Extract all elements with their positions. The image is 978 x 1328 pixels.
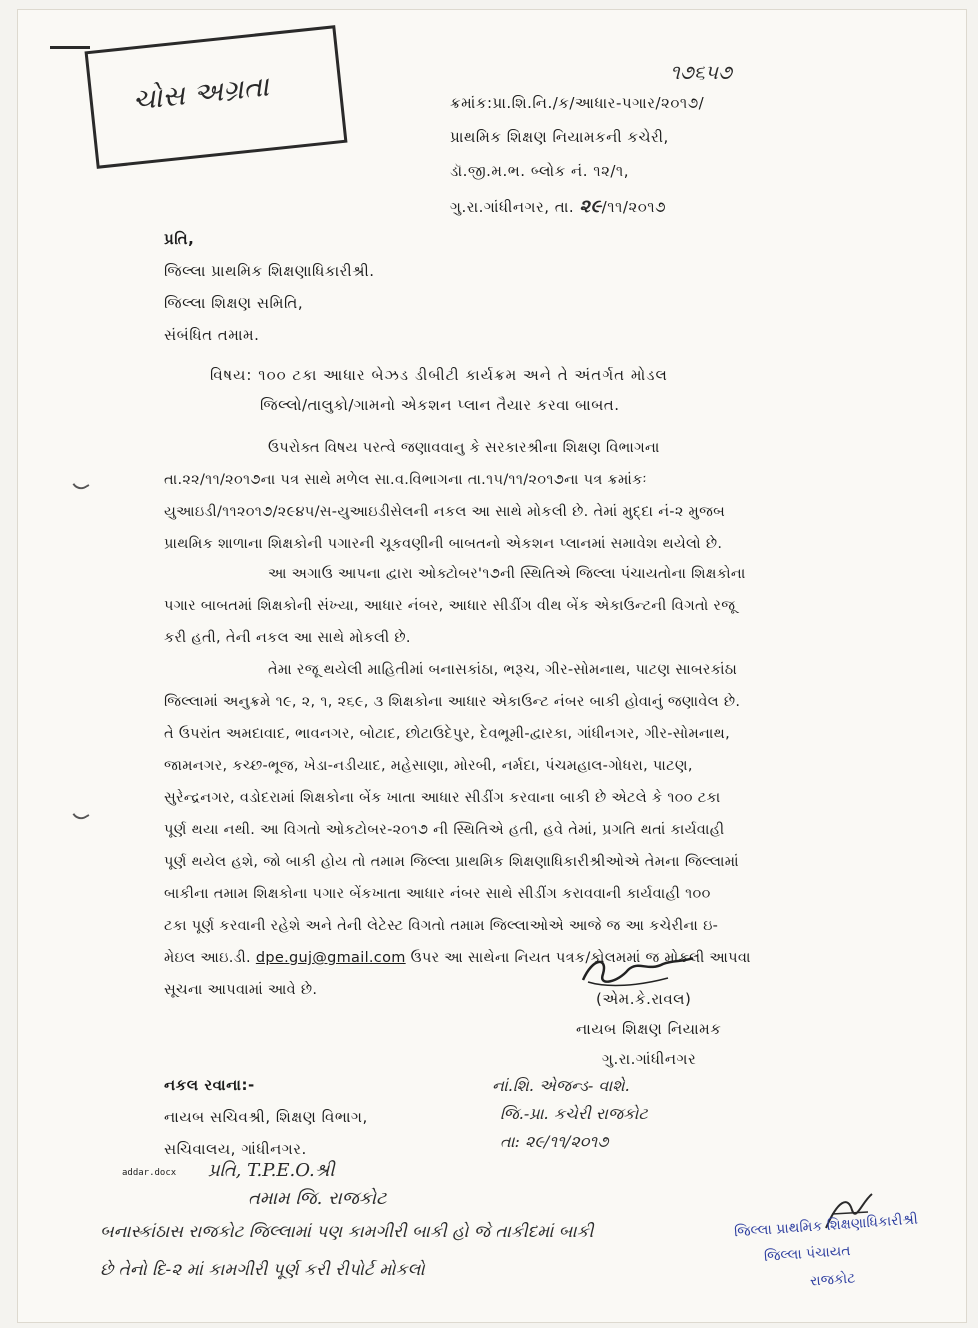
hand-note-1-line-2: તમામ જિ. રાજકોટ (248, 1188, 387, 1209)
inward-note-line-3: તા: ૨૯/૧૧/૨૦૧૭ (500, 1132, 609, 1151)
handwritten-dash (50, 46, 90, 49)
city-date (450, 196, 666, 217)
blue-stamp-line-3: રાજકોટ (809, 1270, 856, 1290)
para1-line-4: પ્રાથમિક શાળાના શિક્ષકોની પગારની ચૂકવણીની બાબતનો એકશન પ્લાનમાં સમાવેશ થયેલો છે. (164, 536, 723, 552)
inward-note-line-1: નાં.શિ. એજન્ડ- વાશે. (492, 1076, 630, 1095)
reference-number: ક્રમાંક:પ્રા.શિ.નિ./ક/આધાર-પગાર/૨૦૧૭/ (450, 94, 705, 112)
para1-line-1: ઉપરોક્ત વિષય પરત્વે જણાવવાનુ કે સરકારશ્રીના શિક્ષણ વિભાગના (268, 440, 660, 456)
inward-note-line-2: જિ.-પ્રા. કચેરી રાજકોટ (500, 1104, 648, 1123)
email-prefix: મેઇલ આઇ.ડી. (164, 950, 251, 966)
blue-stamp-line-2: જિલ્લા પંચાયત (763, 1242, 852, 1266)
para1-line-2: તા.૨૨/૧૧/૨૦૧૭ના પત્ર સાથે મળેલ સા.વ.વિભાગના તા.૧૫/૧૧/૨૦૧૭ના પત્ર ક્રમાંકઃ (164, 472, 647, 488)
city-date-prefix: ગુ.રા.ગાંધીનગર, તા. (450, 198, 575, 216)
copy-line-2: સચિવાલય, ગાંધીનગર. (164, 1140, 307, 1158)
para3-line-2: જિલ્લામાં અનુક્રમે ૧૯, ૨, ૧, ૨૬૯, ૩ શિક્ષકોના આધાર એકાઉન્ટ નંબર બાકી હોવાનું જણાવેલ છે. (164, 694, 741, 710)
para2-line-2: પગાર બાબતમાં શિક્ષકોની સંખ્યા, આધાર નંબર, આધાર સીડીંગ વીથ બેંક એકાઉન્ટની વિગતો રજૂ (164, 598, 736, 614)
priority-stamp-text: ચોસ અગ્રતા (131, 69, 271, 117)
email-suffix: ઉપર આ સાથેના નિયત પત્રક/કોલમમાં જ મોકલી આપવા (410, 950, 751, 966)
office-name: પ્રાથમિક શિક્ષણ નિયામકની કચેરી, (450, 128, 669, 146)
hand-note-1-line-1: પ્રતિ, T.P.E.O.શ્રી (208, 1160, 335, 1181)
to-line-1: જિલ્લા પ્રાથમિક શિક્ષણાધિકારીશ્રી. (164, 262, 375, 280)
signatory-designation: નાયબ શિક્ષણ નિયામક (576, 1020, 722, 1038)
para3-line-3: તે ઉપરાંત અમદાવાદ, ભાવનગર, બોટાદ, છોટાઉદેપુર, દેવભૂમી-દ્વારકા, ગાંધીનગર, ગીર-સોમનાથ, (164, 726, 730, 742)
para2-line-3: કરી હતી, તેની નકલ આ સાથે મોકલી છે. (164, 630, 411, 646)
margin-tick-mark (72, 807, 89, 823)
hand-note-2-line-1: બનાસ્કાંઠાસ રાજકોટ જિલ્લામાં પણ કામગીરી બાકી હો જે તાકીદમાં બાકી (100, 1222, 594, 1242)
hand-note-2-line-2: છે તેનો દિ-૨ માં કામગીરી પૂર્ણ કરી રીપોર્ટ મોકલો (100, 1260, 425, 1280)
signatory-place: ગુ.રા.ગાંધીનગર (602, 1050, 697, 1068)
para3-line-5: સુરેન્દ્રનગર, વડોદરામાં શિક્ષકોના બેંક ખાતા આધાર સીડીંગ કરવાના બાકી છે એટલે કે ૧૦૦ ટકા (164, 790, 721, 806)
copy-line-1: નાયબ સચિવશ્રી, શિક્ષણ વિભાગ, (164, 1108, 368, 1126)
handwritten-ref-number: ૧૭૬૫૭ (670, 60, 732, 84)
office-address: ડૉ.જી.મ.ભ. બ્લોક નં. ૧૨/૧, (450, 162, 630, 180)
para3-line-9: ટકા પૂર્ણ કરવાની રહેશે અને તેની લેટેસ્ટ વિગતો તમામ જિલ્લાઓએ આજે જ આ કચેરીના ઇ- (164, 918, 719, 934)
para3-line-7: પૂર્ણ થયેલ હશે, જો બાકી હોય તો તમામ જિલ્લા પ્રાથમિક શિક્ષણાધિકારીશ્રીઓએ તેમના જિલ્લામાં (164, 854, 739, 870)
para3-line-1: તેમા રજૂ થયેલી માહિતીમાં બનાસકાંઠા, ભરૂચ, ગીર-સોમનાથ, પાટણ સાબરકાંઠા (268, 662, 738, 678)
para3-last-line: સૂચના આપવામાં આવે છે. (164, 982, 318, 998)
para3-line-4: જામનગર, કચ્છ-ભૂજ, ખેડા-નડીયાદ, મહેસાણા, મોરબી, નર્મદા, પંચમહાલ-ગોધરા, પાટણ, (164, 758, 693, 774)
docx-filename: addar.docx (122, 1168, 177, 1178)
signatory-name: (એમ.કે.રાવલ) (596, 990, 692, 1008)
to-line-3: સંબંધિત તમામ. (164, 326, 260, 344)
to-line-2: જિલ્લા શિક્ષણ સમિતિ, (164, 294, 304, 312)
para3-line-8: બાકીના તમામ શિક્ષકોના પગાર બેંકખાતા આધાર નંબર સાથે સીડીંગ કરાવવાની કાર્યવાહી ૧૦૦ (164, 886, 711, 902)
subject-line-2: જિલ્લો/તાલુકો/ગામનો એકશન પ્લાન તૈયાર કરવા બાબત. (260, 396, 620, 414)
margin-tick-mark (72, 477, 89, 493)
to-prati: પ્રતિ, (164, 230, 195, 248)
para1-line-3: યુઆઇડી/૧૧૨૦૧૭/૨૯૪૫/સ-યુઆઇડીસેલની નકલ આ સાથે મોકલી છે. તેમાં મુદ્દા નં-૨ મુજબ (164, 504, 726, 520)
priority-stamp (85, 25, 348, 169)
blue-stamp-line-1: જિલ્લા પ્રાથમિક શિક્ષણાધિકારીશ્રી (733, 1211, 919, 1241)
para3-line-6: પૂર્ણ થયા નથી. આ વિગતો ઓકટોબર-૨૦૧૭ ની સ્થિતિએ હતી, હવે તેમાં, પ્રગતિ થતાં કાર્યવાહી (164, 822, 725, 838)
subject-line-1: વિષય: ૧૦૦ ટકા આધાર બેઝડ ડીબીટી કાર્યક્રમ અને તે અંતર્ગત મોડલ (210, 366, 668, 384)
para2-line-1: આ અગાઉ આપના દ્વારા ઓક્ટોબર'૧૭ની સ્થિતિએ જિલ્લા પંચાયતોના શિક્ષકોના (268, 566, 746, 582)
email-link[interactable]: dpe.guj@gmail.com (255, 950, 406, 966)
document-page (18, 10, 966, 1322)
date-handwritten: ૨૯ (579, 196, 602, 217)
signature-scribble (578, 952, 698, 992)
copy-title: નકલ રવાના:- (164, 1076, 255, 1094)
date-suffix: /૧૧/૨૦૧૭ (601, 198, 667, 216)
